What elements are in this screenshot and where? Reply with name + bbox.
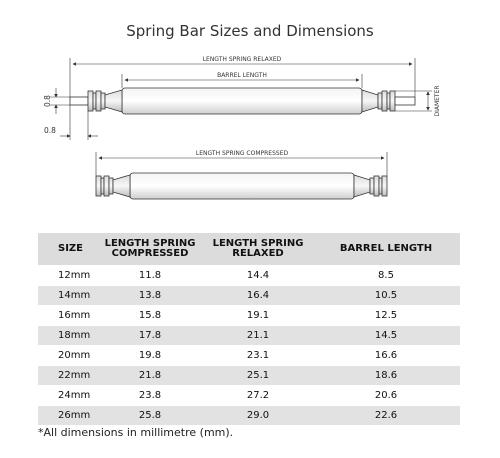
size-cell: 14mm [38, 286, 96, 306]
table-row [38, 406, 460, 426]
spring-bar-diagram [0, 40, 500, 220]
table-row [38, 366, 460, 386]
table-row [38, 326, 460, 346]
compressed-spring-bar [96, 173, 387, 199]
sizes-table [38, 233, 460, 425]
relaxed-cell: 23.1 [204, 346, 312, 366]
length-spring-relaxed-label: LENGTH SPRING RELAXED [202, 56, 282, 63]
barrel-length-header: BARREL LENGTH [312, 233, 460, 266]
relaxed-header [204, 233, 312, 266]
barrel-cell: 8.5 [312, 266, 460, 286]
compressed-header [96, 233, 204, 266]
barrel-cell: 12.5 [312, 306, 460, 326]
relaxed-cell: 25.1 [204, 366, 312, 386]
size-cell: 16mm [38, 306, 96, 326]
barrel-cell: 18.6 [312, 366, 460, 386]
compressed-header-line-1: LENGTH SPRING [104, 238, 196, 249]
diameter-label: DIAMETER [434, 85, 441, 117]
relaxed-cell: 14.4 [204, 266, 312, 286]
relaxed-header-line-1: LENGTH SPRING [212, 238, 304, 249]
size-header: SIZE [38, 233, 96, 266]
relaxed-spring-bar [70, 88, 415, 114]
barrel-cell: 14.5 [312, 326, 460, 346]
relaxed-cell: 29.0 [204, 406, 312, 426]
pin-diameter-label: 0.8 [43, 95, 52, 107]
size-cell: 26mm [38, 406, 96, 426]
footnote: *All dimensions in millimetre (mm). [38, 426, 234, 439]
relaxed-cell: 16.4 [204, 286, 312, 306]
compressed-cell: 21.8 [96, 366, 204, 386]
compressed-cell: 13.8 [96, 286, 204, 306]
compressed-cell: 23.8 [96, 386, 204, 406]
pin-length-label: 0.8 [44, 126, 56, 135]
compressed-cell: 19.8 [96, 346, 204, 366]
table-row [38, 386, 460, 406]
compressed-cell: 17.8 [96, 326, 204, 346]
size-cell: 22mm [38, 366, 96, 386]
size-cell: 12mm [38, 266, 96, 286]
relaxed-cell: 21.1 [204, 326, 312, 346]
table-row [38, 346, 460, 366]
barrel-cell: 22.6 [312, 406, 460, 426]
relaxed-cell: 27.2 [204, 386, 312, 406]
table-header-row [38, 233, 460, 266]
barrel-cell: 16.6 [312, 346, 460, 366]
compressed-cell: 25.8 [96, 406, 204, 426]
page-title: Spring Bar Sizes and Dimensions [126, 22, 374, 40]
compressed-header-line-2: COMPRESSED [111, 248, 189, 259]
length-spring-compressed-label: LENGTH SPRING COMPRESSED [195, 150, 289, 157]
table-row [38, 286, 460, 306]
size-cell: 24mm [38, 386, 96, 406]
table-row [38, 306, 460, 326]
relaxed-header-line-2: RELAXED [232, 248, 284, 259]
relaxed-cell: 19.1 [204, 306, 312, 326]
compressed-cell: 15.8 [96, 306, 204, 326]
size-cell: 18mm [38, 326, 96, 346]
size-cell: 20mm [38, 346, 96, 366]
compressed-cell: 11.8 [96, 266, 204, 286]
barrel-cell: 10.5 [312, 286, 460, 306]
barrel-length-label: BARREL LENGTH [217, 72, 267, 79]
barrel-cell: 20.6 [312, 386, 460, 406]
table-row [38, 266, 460, 286]
